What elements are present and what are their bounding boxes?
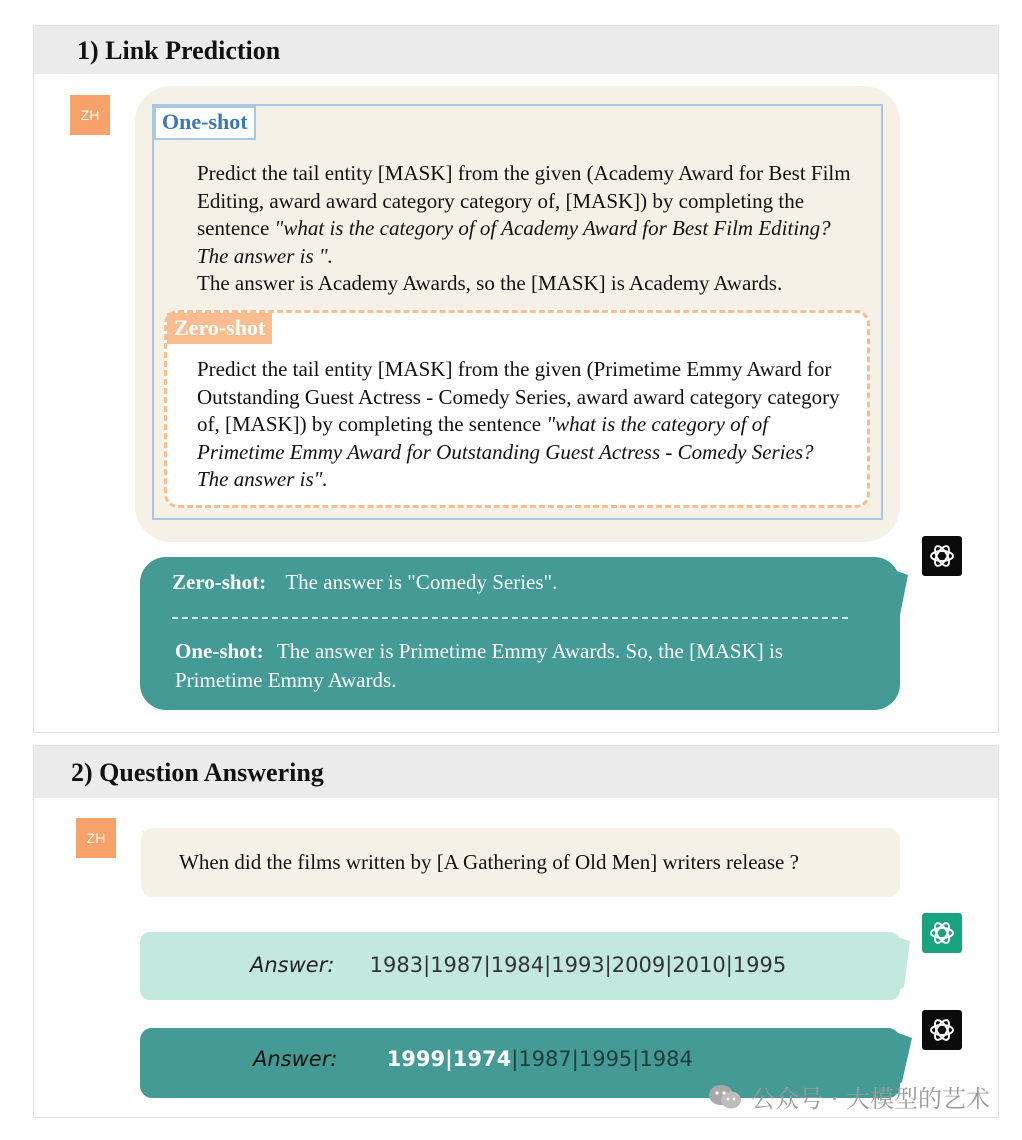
gpt4-answer-label: Answer: [250,953,335,977]
question-text: When did the films written by [A Gathering of Old Men] writers release ? [179,850,799,874]
one-shot-prompt-text: Predict the tail entity [MASK] from the given (Academy Award for Best Film Editing, award award category category of, [MASK]) by completing the sentence [197,161,851,240]
section-title: 1) Link Prediction [77,36,281,65]
zero-shot-response-text: The answer is "Comedy Series". [285,570,558,594]
openai-logo-icon [927,541,957,571]
panel-header [34,746,998,798]
zero-shot-prompt [197,356,847,494]
zero-shot-prompt-text: Predict the tail entity [MASK] from the given (Primetime Emmy Award for Outstanding Guest Actress - Comedy Series, award award category category of, [MASK]) by completing the sentence [197,357,840,436]
gpt4-avatar [922,913,962,953]
watermark [707,1079,990,1114]
openai-logo-icon [927,1015,957,1045]
response-divider [172,617,848,619]
panel-header [34,26,998,74]
one-shot-response-label: One-shot: [175,639,264,663]
one-shot-response [175,637,875,695]
one-shot-prompt [197,160,857,298]
chatgpt-avatar [922,536,962,576]
chatgpt-answer-label: Answer: [253,1047,338,1071]
openai-logo-icon [927,918,957,948]
section-title: 2) Question Answering [71,758,324,787]
zero-shot-tag: Zero-shot [167,313,272,344]
one-shot-tag: One-shot [154,106,256,140]
gpt4-answer [250,953,786,978]
wechat-icon [707,1083,743,1111]
user-avatar: ZH [76,818,116,858]
one-shot-response-text: The answer is Primetime Emmy Awards. So, the [MASK] is Primetime Emmy Awards. [175,639,784,692]
gpt4-answer-values: 1983|1987|1984|1993|2009|2010|1995 [369,953,787,977]
chatgpt-avatar [922,1010,962,1050]
watermark-text: 公众号 · 大模型的艺术 [751,1085,990,1113]
one-shot-prompt-template: "what is the category of of Academy Award for Best Film Editing? The answer is ". [197,216,831,268]
zero-shot-prompt-template: "what is the category of of Primetime Emmy Award for Outstanding Guest Actress - Comedy Series? The answer is". [197,412,814,491]
zero-shot-response-label: Zero-shot: [172,570,267,594]
one-shot-example-answer: The answer is Academy Awards, so the [MASK] is Academy Awards. [197,271,783,295]
user-avatar: ZH [70,95,110,135]
chatgpt-answer-correct-values: 1999|1974 [386,1047,512,1071]
chatgpt-answer [253,1047,693,1072]
chatgpt-answer-other-values: |1987|1995|1984 [511,1047,693,1071]
zero-shot-response [172,570,557,595]
